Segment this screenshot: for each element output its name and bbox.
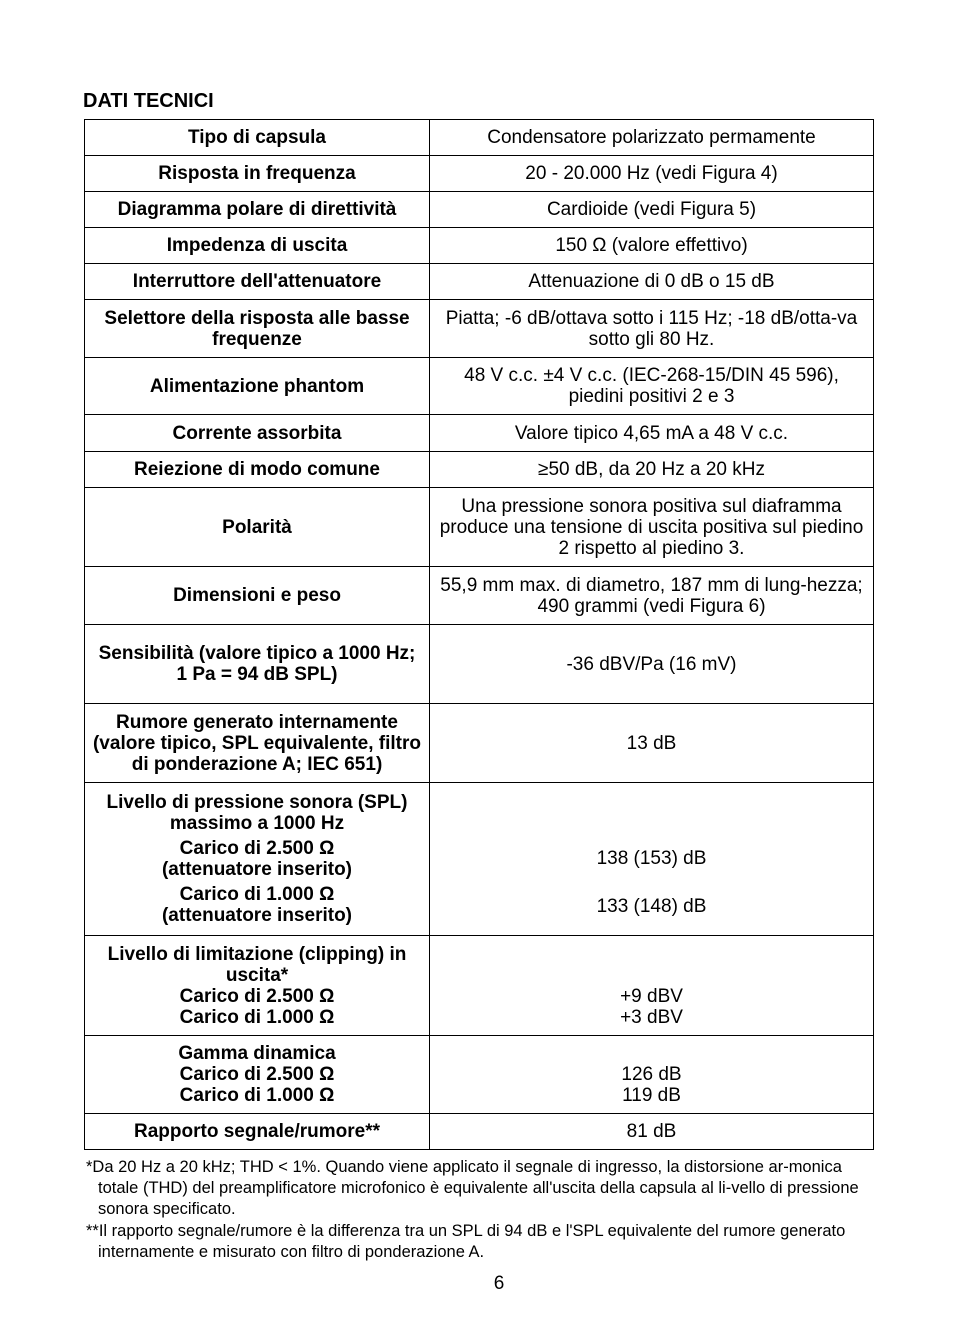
table-row: [85, 358, 874, 415]
spec-value: 81 dB: [430, 1114, 874, 1150]
spec-label-heading: Livello di limitazione (clipping) in uscita*: [107, 943, 407, 986]
spec-sublabel: Carico di 2.500 Ω: [179, 1064, 335, 1085]
spec-subnote: (attenuatore inserito): [161, 859, 353, 880]
spec-value: Valore tipico 4,65 mA a 48 V c.c.: [430, 415, 874, 452]
spec-label: Rumore generato internamente (valore tipico, SPL equivalente, filtro di ponderazione A; IEC 651): [85, 704, 430, 783]
spec-label-heading: Gamma dinamica: [178, 1043, 336, 1064]
table-row: [85, 228, 874, 264]
table-row: [85, 625, 874, 704]
spec-label: [85, 625, 430, 704]
spec-label: Risposta in frequenza: [85, 156, 430, 192]
specs-table: [84, 119, 874, 1150]
spec-label: Alimentazione phantom: [85, 358, 430, 415]
table-row: [85, 1114, 874, 1150]
spec-subvalue: 133 (148) dB: [596, 895, 707, 917]
spec-subvalue: 119 dB: [622, 1085, 681, 1106]
spec-value: -36 dBV/Pa (16 mV): [430, 625, 874, 704]
spec-value: Una pressione sonora positiva sul diaframma produce una tensione di uscita positiva sul piedino 2 rispetto al piedino 3.: [430, 488, 874, 567]
table-row: [85, 300, 874, 358]
spec-label-line: Sensibilità (valore tipico a 1000 Hz;: [98, 643, 416, 664]
spec-label: Interruttore dell'attenuatore: [85, 264, 430, 300]
spec-label: [85, 1036, 430, 1114]
footnotes: [86, 1157, 876, 1264]
spec-label: Tipo di capsula: [85, 120, 430, 156]
spec-value: 55,9 mm max. di diametro, 187 mm di lung-hezza; 490 grammi (vedi Figura 6): [430, 567, 874, 625]
spec-sublabel: Carico di 1.000 Ω: [179, 1085, 335, 1106]
spec-value: Cardioide (vedi Figura 5): [430, 192, 874, 228]
spec-value: 20 - 20.000 Hz (vedi Figura 4): [430, 156, 874, 192]
spec-subvalue: 126 dB: [621, 1064, 682, 1085]
spec-label: Selettore della risposta alle basse frequenze: [85, 300, 430, 358]
spec-value: Condensatore polarizzato permamente: [430, 120, 874, 156]
table-row: [85, 452, 874, 488]
spec-value: 150 Ω (valore effettivo): [430, 228, 874, 264]
table-row: [85, 120, 874, 156]
spec-label: Polarità: [85, 488, 430, 567]
spec-sublabel: Carico di 2.500 Ω: [179, 838, 335, 859]
spec-value: [430, 936, 874, 1036]
footnote: *Da 20 Hz a 20 kHz; THD < 1%. Quando viene applicato il segnale di ingresso, la distorsione ar-monica totale (THD) del preamplificatore microfonico è equivalente all'uscita della capsula al li-vello di pressione sonora specificato.: [86, 1158, 859, 1218]
spec-value: ≥50 dB, da 20 Hz a 20 kHz: [430, 452, 874, 488]
spec-label: Reiezione di modo comune: [85, 452, 430, 488]
table-row: [85, 488, 874, 567]
spec-sublabel: Carico di 1.000 Ω: [179, 884, 335, 905]
spec-label: [85, 936, 430, 1036]
spec-sublabel: Carico di 2.500 Ω: [179, 985, 335, 1007]
spec-subnote: (attenuatore inserito): [161, 905, 353, 926]
spec-sublabel: Carico di 1.000 Ω: [179, 1006, 335, 1028]
spec-label: [85, 783, 430, 936]
footnote: **Il rapporto segnale/rumore è la differenza tra un SPL di 94 dB e l'SPL equivalente del rumore generato internamente e misurato con filtro di ponderazione A.: [86, 1222, 846, 1261]
spec-subvalue: 138 (153) dB: [596, 847, 707, 869]
spec-value: 48 V c.c. ±4 V c.c. (IEC-268-15/DIN 45 596), piedini positivi 2 e 3: [430, 358, 874, 415]
spec-value: [430, 783, 874, 936]
spec-value: Piatta; -6 dB/ottava sotto i 115 Hz; -18 dB/otta-va sotto gli 80 Hz.: [430, 300, 874, 358]
page-title: DATI TECNICI: [83, 90, 214, 112]
spec-label: Dimensioni e peso: [85, 567, 430, 625]
table-row: [85, 704, 874, 783]
spec-label: Diagramma polare di direttività: [85, 192, 430, 228]
table-row: [85, 192, 874, 228]
table-row: [85, 156, 874, 192]
table-row: [85, 1036, 874, 1114]
page-number: 6: [493, 1273, 505, 1294]
spec-subvalue: +3 dBV: [620, 1006, 683, 1028]
spec-label: Corrente assorbita: [85, 415, 430, 452]
table-row: [85, 415, 874, 452]
spec-value: Attenuazione di 0 dB o 15 dB: [430, 264, 874, 300]
spec-label-line: 1 Pa = 94 dB SPL): [176, 664, 338, 685]
spec-label-heading: Livello di pressione sonora (SPL) massimo a 1000 Hz: [106, 792, 408, 834]
spec-value: 13 dB: [430, 704, 874, 783]
spec-label: Rapporto segnale/rumore**: [85, 1114, 430, 1150]
table-row: [85, 264, 874, 300]
spec-subvalue: +9 dBV: [620, 985, 683, 1007]
spec-value: [430, 1036, 874, 1114]
spec-label: Impedenza di uscita: [85, 228, 430, 264]
table-row: [85, 936, 874, 1036]
table-row: [85, 567, 874, 625]
table-row: [85, 783, 874, 936]
